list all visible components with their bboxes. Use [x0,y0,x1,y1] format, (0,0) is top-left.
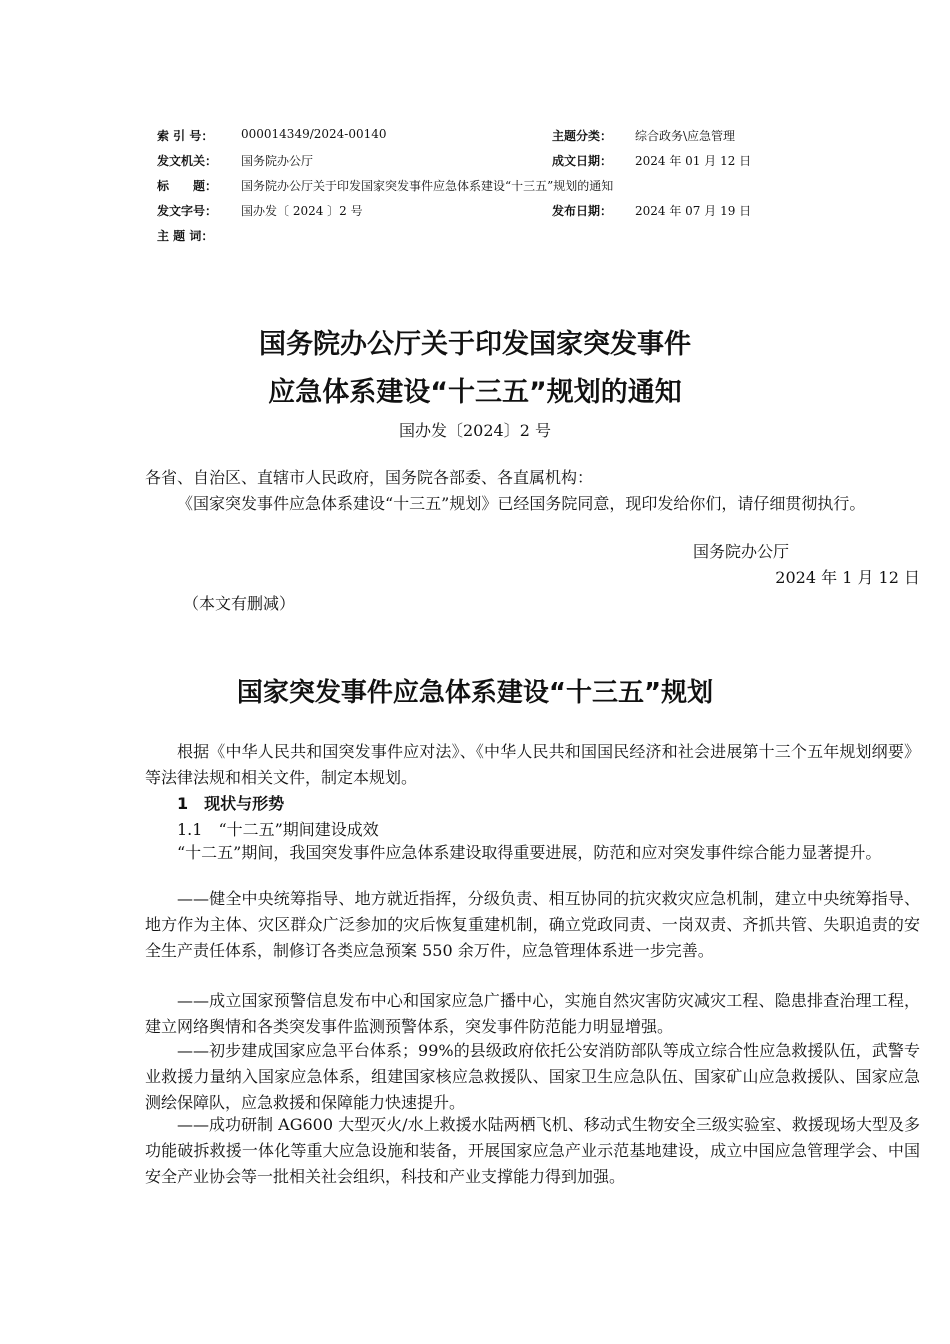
notice-signature: 国务院办公厅 [693,542,790,561]
section-heading-1: 1 现状与形势 [177,794,285,813]
metadata-row-keywords [157,227,777,252]
written-date-label: 成文日期： [552,154,613,168]
paragraph-overview: “十二五”期间，我国突发事件应急体系建设取得重要进展，防范和应对突发事件综合能力显著提升。 [177,843,882,862]
notice-date: 2024 年 1 月 12 日 [775,568,920,587]
index-number-label: 索 引 号： [157,129,214,143]
issuing-authority-value: 国务院办公厅 [241,154,314,168]
document-metadata [157,127,777,252]
document-number-value: 国办发〔 2024 〕2 号 [241,204,363,218]
paragraph-rescue-capacity: ——初步建成国家应急平台体系；99%的县级政府依托公安消防部队等成立综合性应急救援队伍，武警专业救援力量纳入国家应急体系，组建国家核应急救援队、国家卫生应急队伍、国家矿山应急救援队、国家应急测绘保障队，应急救援和保障能力快速提升。 [145,1041,920,1112]
notice-body: 《国家突发事件应急体系建设“十三五”规划》已经国务院同意，现印发给你们，请仔细贯彻执行。 [177,494,866,513]
paragraph-early-warning: ——成立国家预警信息发布中心和国家应急广播中心，实施自然灾害防灾减灾工程、隐患排查治理工程，建立网络舆情和各类突发事件监测预警体系，突发事件防范能力明显增强。 [145,991,920,1036]
notice-document-number: 国办发〔2024〕2 号 [399,421,551,440]
plan-title: 国家突发事件应急体系建设“十三五”规划 [236,678,714,708]
publish-date-value: 2024 年 07 月 19 日 [635,204,752,218]
document-number-label: 发文字号： [157,204,218,218]
paragraph-mechanism: ——健全中央统筹指导、地方就近指挥，分级负责、相互协同的抗灾救灾应急机制，建立中央统筹指导、地方作为主体、灾区群众广泛参加的灾后恢复重建机制，确立党政同责、一岗双责、齐抓共管、失职追责的安全生产责任体系，制修订各类应急预案 550 余万件，应急管理体系进一步完善。 [145,889,920,960]
written-date-value: 2024 年 01 月 12 日 [635,154,752,168]
notice-salutation: 各省、自治区、直辖市人民政府，国务院各部委、各直属机构： [145,468,594,487]
title-label: 标 题： [157,179,218,193]
publish-date-label: 发布日期： [552,204,613,218]
metadata-row-docnumber [157,202,777,227]
notice-title-line1: 国务院办公厅关于印发国家突发事件 [259,329,691,360]
title-value: 国务院办公厅关于印发国家突发事件应急体系建设“十三五”规划的通知 [241,179,614,193]
issuing-authority-label: 发文机关： [157,154,218,168]
metadata-row-index [157,127,777,152]
metadata-row-issuer [157,152,777,177]
paragraph-equipment: ——成功研制 AG600 大型灭火/水上救援水陆两栖飞机、移动式生物安全三级实验室、救援现场大型及多功能破拆救援一体化等重大应急设施和装备，开展国家应急产业示范基地建设，成立中国应急管理学会、中国安全产业协会等一批相关社会组织，科技和产业支撑能力得到加强。 [145,1115,920,1186]
plan-intro: 根据《中华人民共和国突发事件应对法》、《中华人民共和国国民经济和社会进展第十三个五年规划纲要》等法律法规和相关文件，制定本规划。 [145,742,920,787]
metadata-row-title [157,177,777,202]
keywords-label: 主 题 词： [157,229,214,243]
section-heading-1-1: 1.1 “十二五”期间建设成效 [177,820,379,839]
topic-category-value: 综合政务\应急管理 [635,129,736,143]
topic-category-label: 主题分类： [552,129,613,143]
notice-title-line2: 应急体系建设“十三五”规划的通知 [268,377,682,408]
notice-abridged-note: （本文有删减） [183,594,296,613]
index-number-value: 000014349/2024-00140 [241,127,387,141]
